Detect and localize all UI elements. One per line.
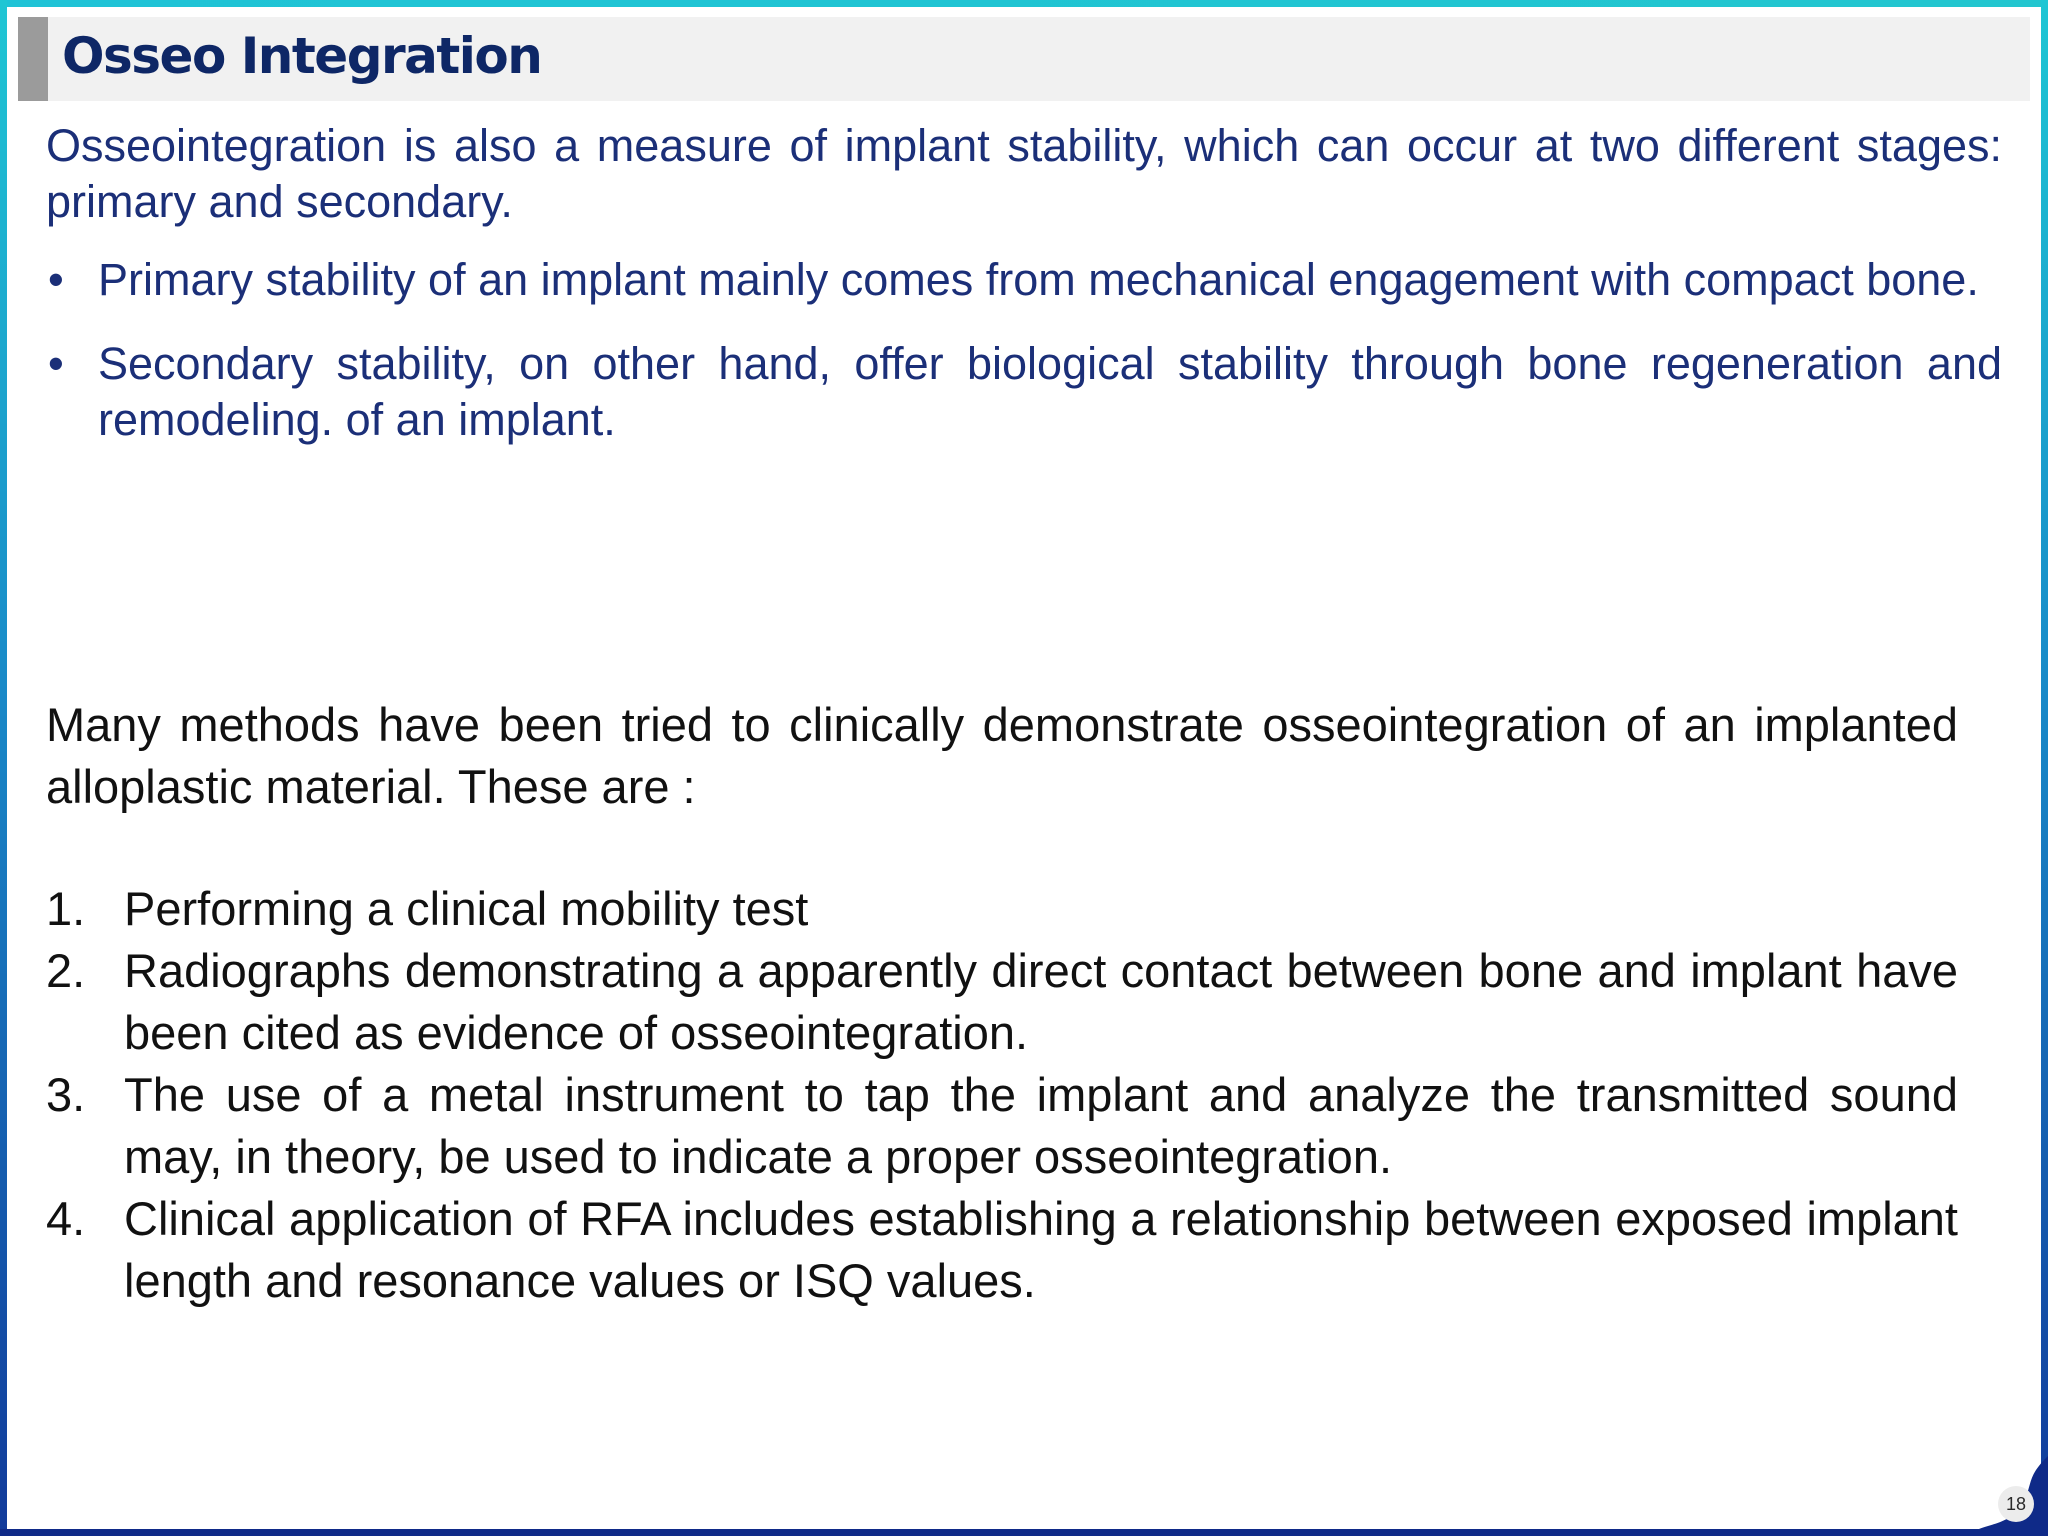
method-number: 4.	[46, 1192, 86, 1245]
method-text: Performing a clinical mobility test	[124, 882, 809, 935]
frame-left-border	[0, 0, 7, 1536]
slide-title: Osseo Integration	[62, 27, 542, 85]
method-item	[46, 1188, 1958, 1312]
methods-section	[46, 694, 1958, 1312]
method-number: 1.	[46, 882, 86, 935]
stability-bullet-list	[46, 252, 2002, 448]
frame-right-border	[2041, 0, 2048, 1536]
frame-top-border	[0, 0, 2048, 7]
methods-numbered-list	[46, 878, 1958, 1312]
bullet-item-secondary: • Secondary stability, on other hand, offer biological stability through bone regeneration and remodeling. of an implant.	[46, 336, 2002, 448]
bullet-item-primary: • Primary stability of an implant mainly comes from mechanical engagement with compact bone.	[46, 252, 2002, 308]
method-item	[46, 1064, 1958, 1188]
method-text: Clinical application of RFA includes establishing a relationship between exposed implant length and resonance values or ISQ values.	[124, 1192, 1958, 1307]
method-text: Radiographs demonstrating a apparently direct contact between bone and implant have been cited as evidence of osseointegration.	[124, 944, 1958, 1059]
stability-section	[46, 118, 2002, 476]
method-text: The use of a metal instrument to tap the implant and analyze the transmitted sound may, in theory, be used to indicate a proper osseointegration.	[124, 1068, 1958, 1183]
method-item	[46, 940, 1958, 1064]
method-number: 2.	[46, 944, 86, 997]
frame-bottom-border	[0, 1529, 2048, 1536]
title-bar	[18, 17, 2030, 101]
method-item	[46, 878, 1958, 940]
intro-paragraph: Osseointegration is also a measure of implant stability, which can occur at two different stages: primary and secondary.	[46, 120, 2002, 227]
title-accent-bar	[18, 17, 48, 101]
methods-intro-paragraph: Many methods have been tried to clinically demonstrate osseointegration of an implanted alloplastic material. These are :	[46, 698, 1958, 813]
page-number: 18	[1998, 1486, 2034, 1522]
method-number: 3.	[46, 1068, 86, 1121]
